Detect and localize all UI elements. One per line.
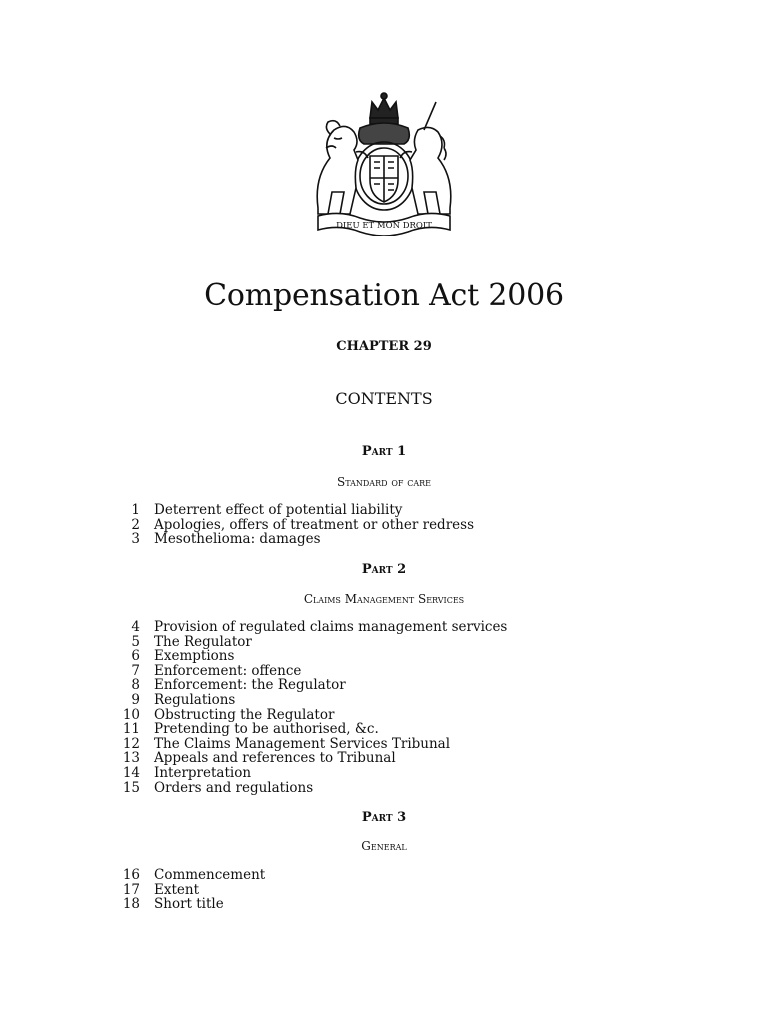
part-3-heading: General xyxy=(361,839,407,853)
part-1-label: Part 1 xyxy=(361,444,407,459)
section-number: 17 xyxy=(122,881,140,898)
section-number: 14 xyxy=(122,764,140,781)
list-item[interactable] xyxy=(120,737,507,752)
section-number: 1 xyxy=(131,502,140,518)
section-number: 15 xyxy=(122,779,140,796)
section-title[interactable]: Enforcement: the Regulator xyxy=(154,677,346,694)
list-item[interactable] xyxy=(120,883,265,898)
section-number: 2 xyxy=(131,516,140,533)
list-item[interactable] xyxy=(120,722,507,737)
section-title[interactable]: Deterrent effect of potential liability xyxy=(154,502,403,518)
section-number: 7 xyxy=(131,662,140,679)
section-title[interactable]: Enforcement: offence xyxy=(154,662,302,679)
section-title[interactable]: Extent xyxy=(154,881,200,898)
list-item[interactable] xyxy=(120,868,265,883)
section-number: 6 xyxy=(131,648,140,665)
section-title[interactable]: Mesothelioma: damages xyxy=(154,531,321,548)
list-item[interactable] xyxy=(120,766,507,781)
list-item[interactable] xyxy=(120,664,507,679)
section-number: 16 xyxy=(122,867,140,883)
section-number: 18 xyxy=(122,896,140,913)
section-title[interactable]: Obstructing the Regulator xyxy=(154,706,335,723)
part-3-sections xyxy=(120,868,265,912)
part-2-heading: Claims Management Services xyxy=(303,592,465,606)
part-2-label: Part 2 xyxy=(361,562,407,577)
section-title[interactable]: Apologies, offers of treatment or other redress xyxy=(154,516,474,533)
contents-heading: CONTENTS xyxy=(335,389,433,408)
section-title[interactable]: The Regulator xyxy=(154,633,252,650)
list-item[interactable] xyxy=(120,518,474,533)
chapter-number: CHAPTER 29 xyxy=(336,339,432,354)
section-title[interactable]: Commencement xyxy=(154,867,266,883)
list-item[interactable] xyxy=(120,649,507,664)
part-1-sections xyxy=(120,503,474,547)
list-item[interactable] xyxy=(120,503,474,518)
section-number: 9 xyxy=(131,691,140,708)
section-number: 13 xyxy=(122,750,140,767)
list-item[interactable] xyxy=(120,897,265,912)
list-item[interactable] xyxy=(120,693,507,708)
part-2-sections xyxy=(120,620,507,795)
list-item[interactable] xyxy=(120,678,507,693)
list-item[interactable] xyxy=(120,751,507,766)
section-number: 12 xyxy=(122,735,140,752)
section-title[interactable]: The Claims Management Services Tribunal xyxy=(154,735,451,752)
part-1-heading: Standard of care xyxy=(336,475,432,489)
section-title[interactable]: Provision of regulated claims management services xyxy=(154,619,508,635)
list-item[interactable] xyxy=(120,708,507,723)
section-title[interactable]: Appeals and references to Tribunal xyxy=(154,750,396,767)
section-number: 5 xyxy=(131,633,140,650)
section-title[interactable]: Pretending to be authorised, &c. xyxy=(154,721,379,738)
section-number: 3 xyxy=(131,531,140,548)
act-title: Compensation Act 2006 xyxy=(204,278,564,313)
crest-motto: DIEU ET MON DROIT xyxy=(336,221,432,231)
part-3-label: Part 3 xyxy=(361,810,407,825)
royal-coat-of-arms-icon xyxy=(300,88,468,236)
section-number: 4 xyxy=(131,619,140,635)
section-title[interactable]: Short title xyxy=(154,896,224,913)
section-title[interactable]: Regulations xyxy=(154,691,236,708)
section-title[interactable]: Orders and regulations xyxy=(154,779,314,796)
section-title[interactable]: Interpretation xyxy=(154,764,252,781)
list-item[interactable] xyxy=(120,532,474,547)
section-number: 11 xyxy=(122,721,140,738)
section-number: 8 xyxy=(131,677,140,694)
list-item[interactable] xyxy=(120,781,507,796)
list-item[interactable] xyxy=(120,620,507,635)
section-title[interactable]: Exemptions xyxy=(154,648,235,665)
section-number: 10 xyxy=(122,706,140,723)
list-item[interactable] xyxy=(120,635,507,650)
